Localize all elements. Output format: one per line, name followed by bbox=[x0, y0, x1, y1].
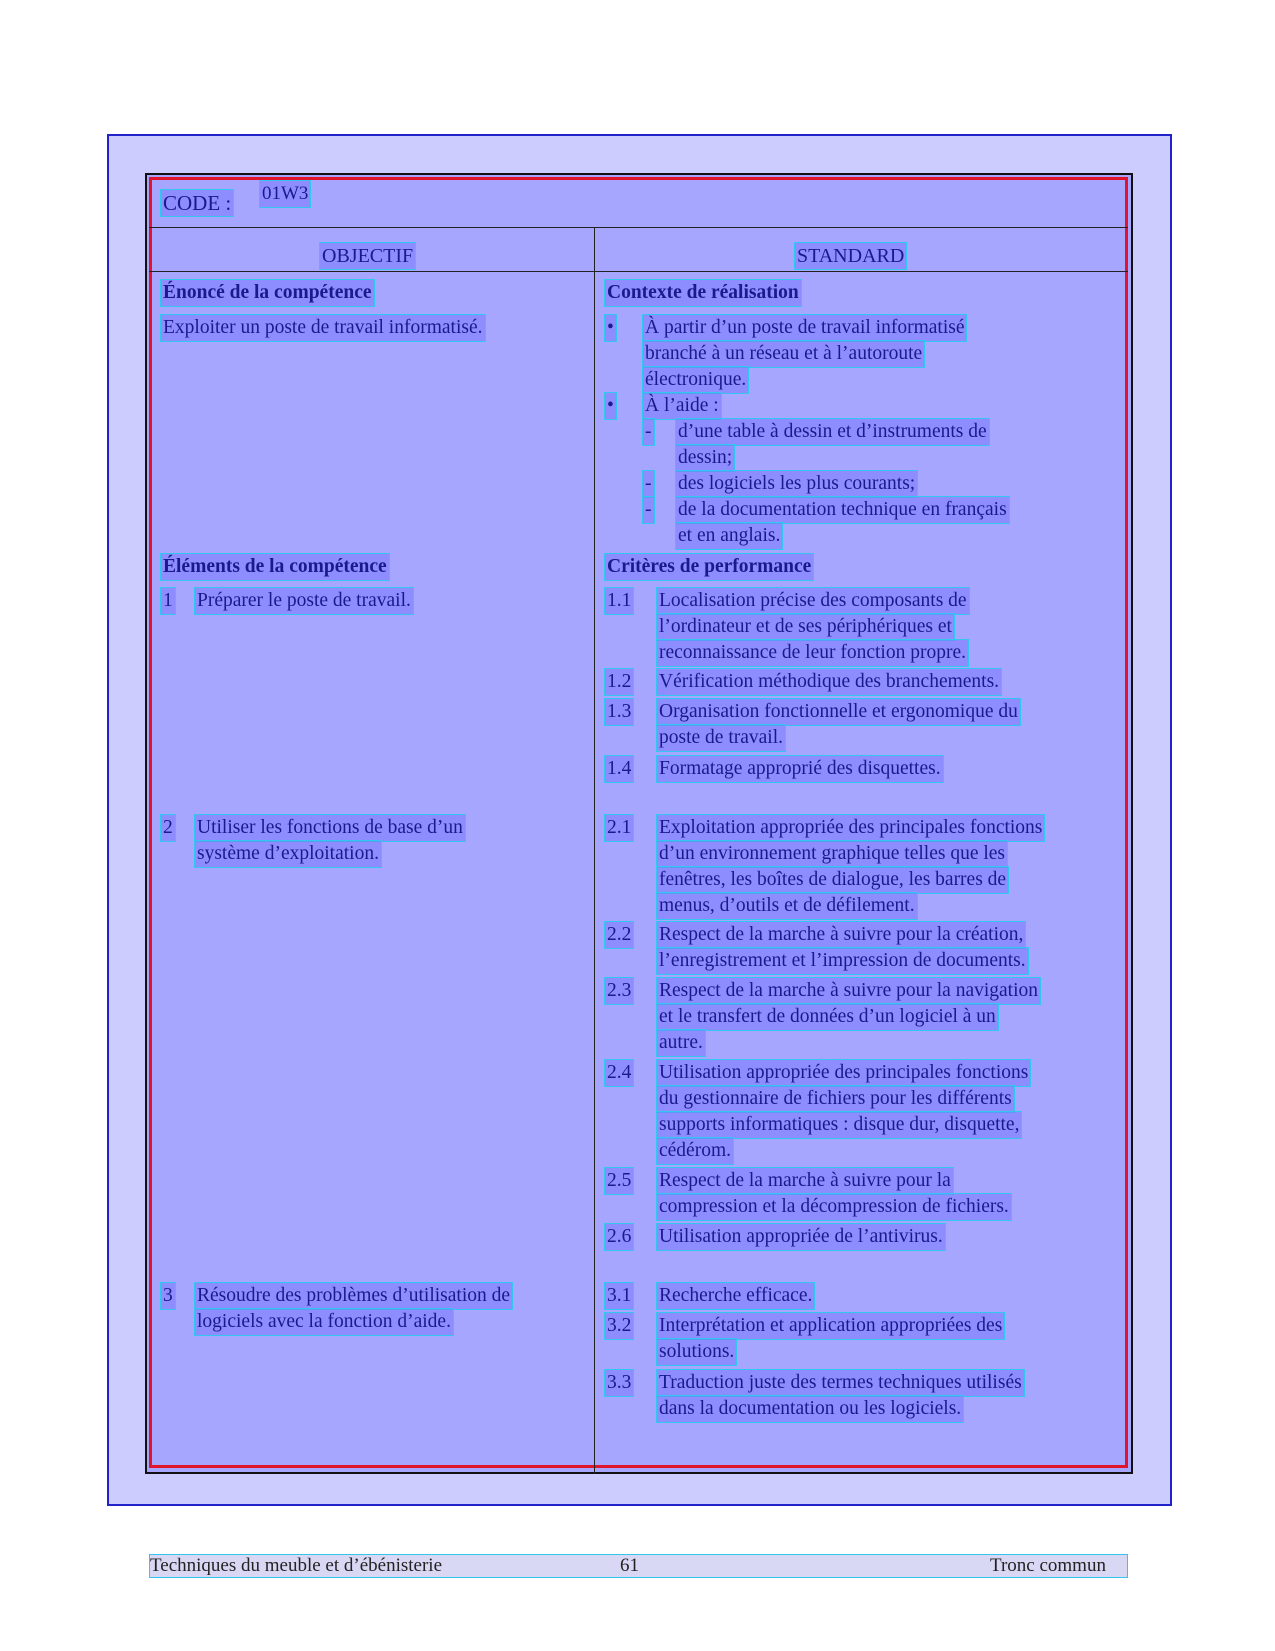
critere-number: 2.4 bbox=[605, 1060, 633, 1086]
critere-number: 2.5 bbox=[605, 1168, 633, 1194]
footer-section: Tronc commun bbox=[990, 1555, 1106, 1576]
critere-text: Formatage approprié des disquettes. bbox=[657, 756, 943, 782]
enonce-heading: Énoncé de la compétence bbox=[161, 280, 374, 306]
contexte-bullet-text: branché à un réseau et à l’autoroute bbox=[643, 341, 924, 367]
contexte-bullet-text: À partir d’un poste de travail informatisé bbox=[643, 315, 966, 341]
critere-number: 3.2 bbox=[605, 1313, 633, 1339]
dash-marker: - bbox=[643, 471, 654, 497]
critere-text: cédérom. bbox=[657, 1138, 733, 1164]
footer-program: Techniques du meuble et d’ébénisterie bbox=[150, 1555, 443, 1576]
critere-text: Respect de la marche à suivre pour la bbox=[657, 1168, 953, 1194]
critere-text: Utilisation appropriée des principales fonctions bbox=[657, 1060, 1030, 1086]
critere-number: 1.2 bbox=[605, 669, 633, 695]
critere-number: 2.2 bbox=[605, 922, 633, 948]
critere-text: compression et la décompression de fichiers. bbox=[657, 1194, 1011, 1220]
enonce-text: Exploiter un poste de travail informatisé. bbox=[161, 315, 485, 341]
critere-number: 3.3 bbox=[605, 1370, 633, 1396]
element-number: 3 bbox=[161, 1283, 175, 1309]
critere-text: poste de travail. bbox=[657, 725, 785, 751]
critere-text: solutions. bbox=[657, 1339, 736, 1365]
objective-header: OBJECTIF bbox=[320, 243, 415, 269]
dash-marker: - bbox=[643, 497, 654, 523]
contexte-bullet-text: électronique. bbox=[643, 367, 748, 393]
element-text: Préparer le poste de travail. bbox=[195, 588, 413, 614]
contexte-dash-text: et en anglais. bbox=[676, 523, 782, 549]
critere-text: Respect de la marche à suivre pour la navigation bbox=[657, 978, 1040, 1004]
contexte-heading: Contexte de réalisation bbox=[605, 280, 801, 306]
critere-text: Localisation précise des composants de bbox=[657, 588, 969, 614]
bullet-icon: • bbox=[605, 315, 616, 341]
code-label: CODE : bbox=[163, 191, 232, 215]
critere-text: Vérification méthodique des branchements. bbox=[657, 669, 1001, 695]
critere-text: d’un environnement graphique telles que les bbox=[657, 841, 1007, 867]
code-value: 01W3 bbox=[260, 181, 310, 207]
standard-header: STANDARD bbox=[795, 243, 906, 269]
critere-text: Recherche efficace. bbox=[657, 1283, 814, 1309]
critere-text: Utilisation appropriée de l’antivirus. bbox=[657, 1224, 945, 1250]
column-header-divider bbox=[149, 271, 1128, 272]
critere-text: menus, d’outils et de défilement. bbox=[657, 893, 917, 919]
critere-text: l’ordinateur et de ses périphériques et bbox=[657, 614, 954, 640]
critere-text: fenêtres, les boîtes de dialogue, les barres de bbox=[657, 867, 1008, 893]
contexte-bullet-text: À l’aide : bbox=[643, 393, 721, 419]
contexte-dash-text: d’une table à dessin et d’instruments de bbox=[676, 419, 989, 445]
critere-text: supports informatiques : disque dur, disquette, bbox=[657, 1112, 1021, 1138]
critere-number: 3.1 bbox=[605, 1283, 633, 1309]
critere-number: 1.3 bbox=[605, 699, 633, 725]
contexte-dash-text: dessin; bbox=[676, 445, 734, 471]
contexte-dash-text: des logiciels les plus courants; bbox=[676, 471, 917, 497]
critere-text: et le transfert de données d’un logiciel à un bbox=[657, 1004, 998, 1030]
critere-text: du gestionnaire de fichiers pour les différents bbox=[657, 1086, 1014, 1112]
element-text: système d’exploitation. bbox=[195, 841, 381, 867]
critere-text: Exploitation appropriée des principales fonctions bbox=[657, 815, 1044, 841]
element-text: Résoudre des problèmes d’utilisation de bbox=[195, 1283, 512, 1309]
bullet-icon: • bbox=[605, 393, 616, 419]
column-divider bbox=[594, 228, 595, 1474]
critere-text: Interprétation et application appropriées des bbox=[657, 1313, 1004, 1339]
critere-text: dans la documentation ou les logiciels. bbox=[657, 1396, 963, 1422]
contexte-dash-text: de la documentation technique en français bbox=[676, 497, 1009, 523]
dash-marker: - bbox=[643, 419, 654, 445]
critere-number: 2.3 bbox=[605, 978, 633, 1004]
critere-text: Organisation fonctionnelle et ergonomique du bbox=[657, 699, 1020, 725]
critere-number: 2.6 bbox=[605, 1224, 633, 1250]
critere-text: reconnaissance de leur fonction propre. bbox=[657, 640, 968, 666]
critere-text: Respect de la marche à suivre pour la création, bbox=[657, 922, 1025, 948]
element-text: logiciels avec la fonction d’aide. bbox=[195, 1309, 453, 1335]
critere-number: 1.1 bbox=[605, 588, 633, 614]
page-number: 61 bbox=[620, 1555, 639, 1576]
element-number: 2 bbox=[161, 815, 175, 841]
header-divider bbox=[149, 227, 1128, 228]
critere-number: 1.4 bbox=[605, 756, 633, 782]
element-number: 1 bbox=[161, 588, 175, 614]
critere-text: Traduction juste des termes techniques utilisés bbox=[657, 1370, 1024, 1396]
element-text: Utiliser les fonctions de base d’un bbox=[195, 815, 465, 841]
critere-text: autre. bbox=[657, 1030, 705, 1056]
critere-text: l’enregistrement et l’impression de documents. bbox=[657, 948, 1028, 974]
elements-heading: Éléments de la compétence bbox=[161, 554, 389, 580]
criteres-heading: Critères de performance bbox=[605, 554, 813, 580]
critere-number: 2.1 bbox=[605, 815, 633, 841]
